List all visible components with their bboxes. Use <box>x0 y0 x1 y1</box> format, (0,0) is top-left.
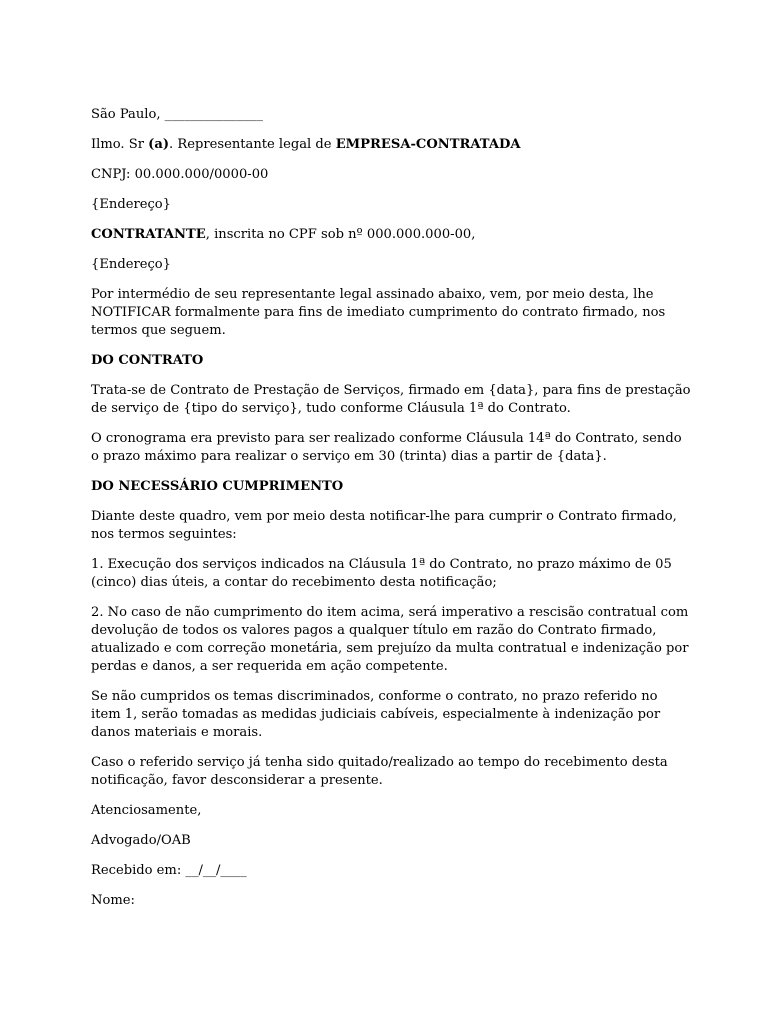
disregard-paragraph: Caso o referido serviço já tenha sido quitado/realizado ao tempo do recebimento desta notificação, favor desconsiderar a presente. <box>91 755 668 788</box>
contract-paragraph-1: Trata-se de Contrato de Prestação de Serviços, firmado em {data}, para fins de prestação de serviço de {tipo do serviço}, tudo conforme Cláusula 1ª do Contrato. <box>91 383 691 416</box>
intro-paragraph: Por intermédio de seu representante legal assinado abaixo, vem, por meio desta, lhe NOTIFICAR formalmente para fins de imediato cumprimento do contrato firmado, nos termos que seguem. <box>91 287 666 338</box>
contractor-cpf: , inscrita no CPF sob nº 000.000.000-00, <box>205 227 476 242</box>
section-heading-compliance: DO NECESSÁRIO CUMPRIMENTO <box>91 479 344 494</box>
cnpj-line: CNPJ: 00.000.000/0000-00 <box>91 167 269 182</box>
compliance-item-1: 1. Execução dos serviços indicados na Cláusula 1ª do Contrato, no prazo máximo de 05 (cinco) dias úteis, a contar do recebimento desta notificação; <box>91 557 672 590</box>
consequence-paragraph: Se não cumpridos os temas discriminados, conforme o contrato, no prazo referido no item 1, serão tomadas as medidas judiciais cabíveis, especialmente à indenização por danos materiais e morais. <box>91 689 661 740</box>
notification-letter <box>91 106 691 922</box>
contractor-line <box>91 226 691 244</box>
recipient-address: {Endereço} <box>91 197 172 212</box>
contractor-name: CONTRATANTE <box>91 227 206 242</box>
name-line: Nome: <box>91 893 135 908</box>
recipient-gender: (a) <box>148 137 170 152</box>
salutation: Atenciosamente, <box>91 803 202 818</box>
recipient-middle: . Representante legal de <box>169 137 336 152</box>
section-heading-contract: DO CONTRATO <box>91 353 204 368</box>
received-on-line: Recebido em: __/__/____ <box>91 863 247 878</box>
compliance-intro: Diante deste quadro, vem por meio desta notificar-lhe para cumprir o Contrato firmado, nos termos seguintes: <box>91 509 677 542</box>
city-date-line: São Paulo, _______________ <box>91 107 263 122</box>
signature-line: Advogado/OAB <box>91 833 191 848</box>
recipient-company: EMPRESA-CONTRATADA <box>335 137 521 152</box>
contractor-address: {Endereço} <box>91 257 172 272</box>
recipient-line <box>91 136 691 154</box>
contract-paragraph-2: O cronograma era previsto para ser realizado conforme Cláusula 14ª do Contrato, sendo o prazo máximo para realizar o serviço em 30 (trinta) dias a partir de {data}. <box>91 431 682 464</box>
recipient-prefix: Ilmo. Sr <box>91 137 149 152</box>
compliance-item-2: 2. No caso de não cumprimento do item acima, será imperativo a rescisão contratual com devolução de todos os valores pagos a qualquer título em razão do Contrato firmado, atualizado e com correção monetária, sem prejuízo da multa contratual e indenização por perdas e danos, a ser requerida em ação competente. <box>91 605 689 674</box>
